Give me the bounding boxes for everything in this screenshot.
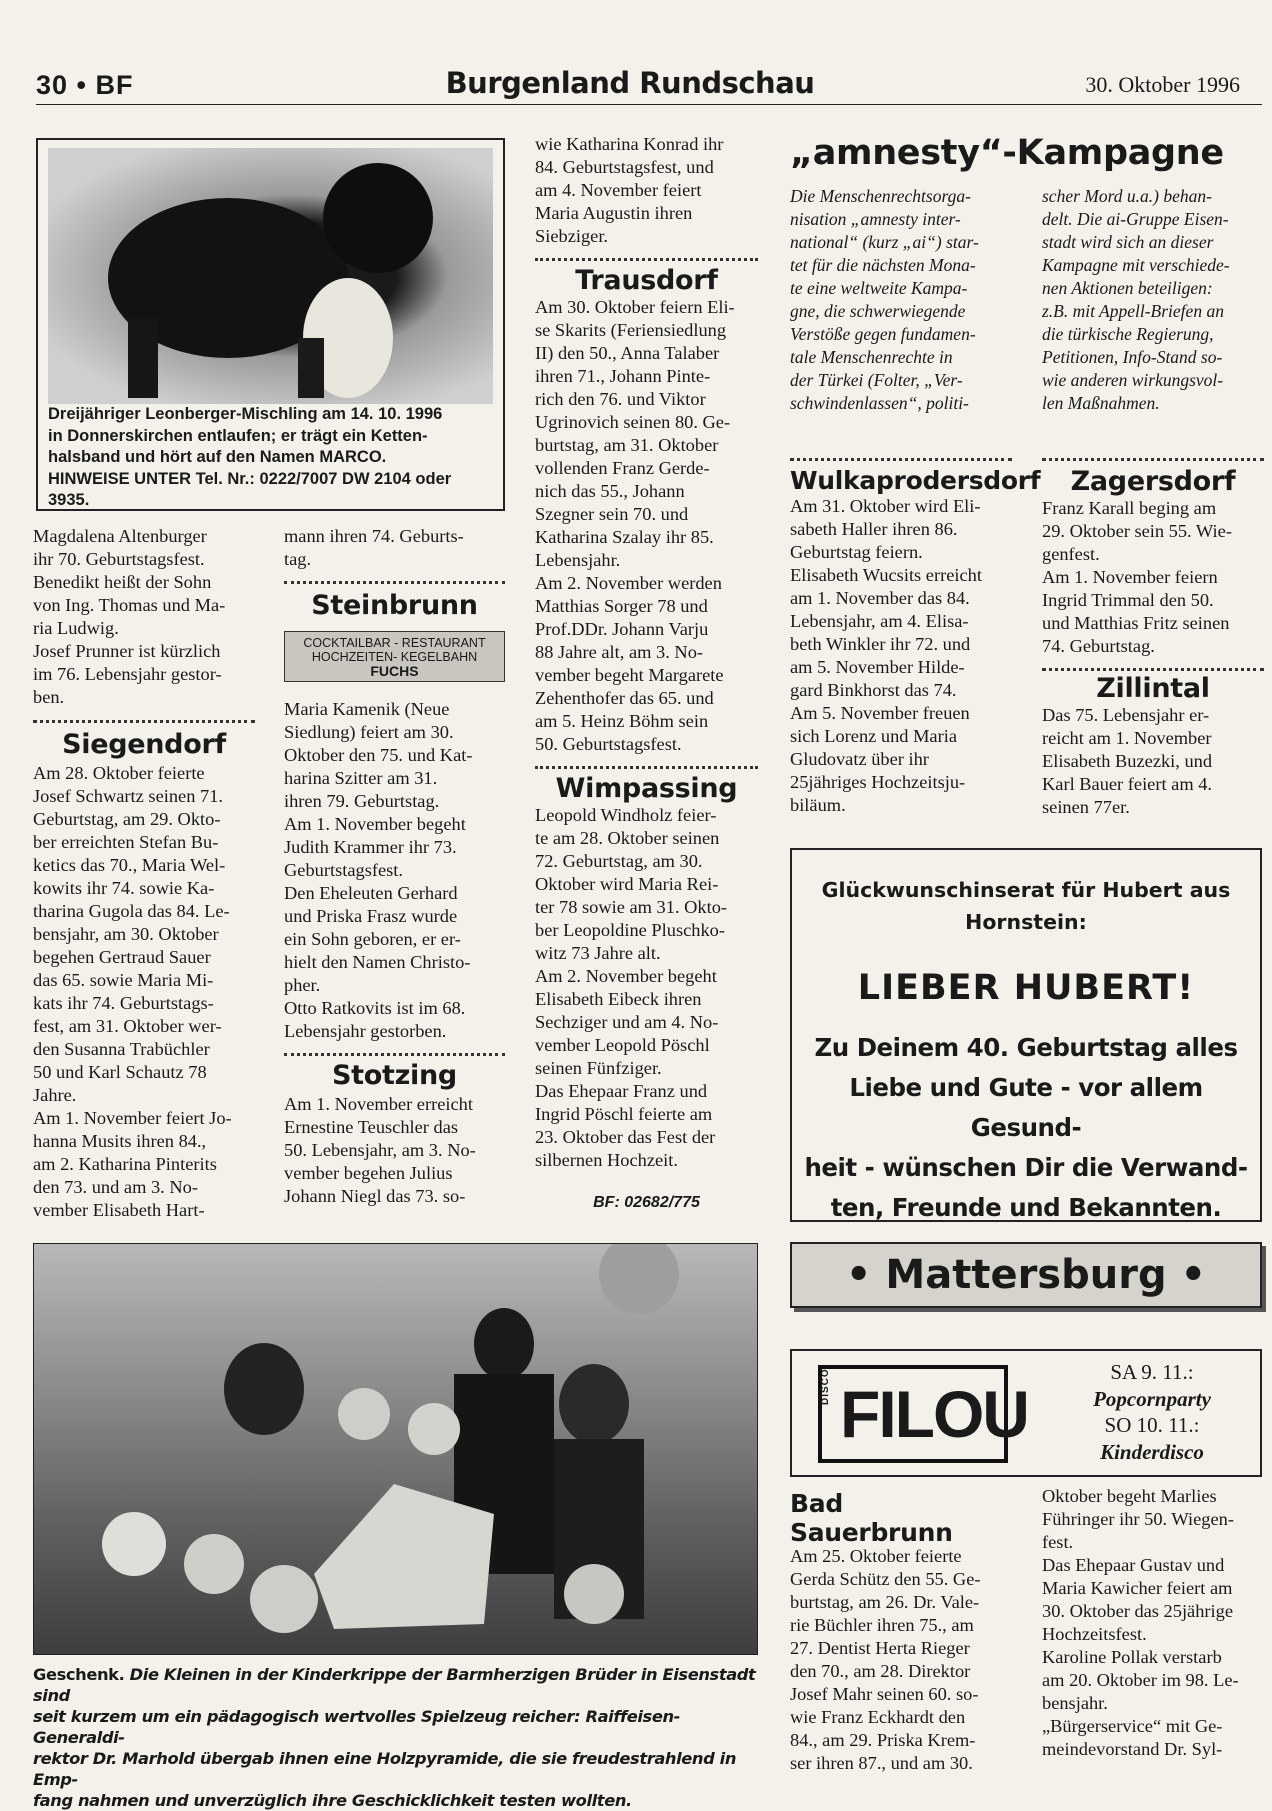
steinbrunn-text: Maria Kamenik (Neue Siedlung) feiert am 30. Oktober den 75. und Kat- harina Szitter am 31. ihren 79. Geburtstag. Am 1. November begeht Judith Krammer ihr 73. Geburtstagsfest. Den Eheleuten Gerhard und Priska Frasz wurde ein Sohn geboren, er er- hielt den Namen Christo- pher. Otto Ratkovits ist im 68. Lebensjahr gestorben.: [284, 699, 473, 1041]
divider: [790, 458, 1012, 461]
siegendorf-text: Am 28. Oktober feierte Josef Schwartz seinen 71. Geburtstag, am 29. Okto- ber erreichten Stefan Bu- ketics das 70., Maria Wel- kowits ihr 74. sowie Ka- tharina Gugola das 84. Le- bensjahr, am 30. Oktober begehen Gertraud Sauer das 65. sowie Maria Mi- kats ihr 74. Geburtstags- fest, am 31. Oktober wer- den Susanna Trabüchler 50 und Karl Schautz 78 Jahre. Am 1. November feiert Jo- hanna Musits ihren 84., am 2. Katharina Pinterits den 73. und am 3. No- vember Elisabeth Hart-: [33, 763, 232, 1220]
section-title-siegendorf: Siegendorf: [62, 729, 226, 760]
lost-dog-box: [36, 138, 505, 511]
kindergarten-caption: Geschenk. Die Kleinen in der Kinderkrippe der Barmherzigen Brüder in Eisenstadt sind seit kurzem um ein pädagogisch wertvolles Spielzeug reicher: Raiffeisen-Generaldi- rektor Dr. Marhold übergab ihnen eine Holzpyramide, die sie freudestrahlend in Emp- fang nahmen und unverzüglich ihre Geschicklichkeit testen wollten.: [33, 1665, 756, 1810]
kindergarten-photo: [33, 1243, 758, 1655]
wimpassing-text: Leopold Windholz feier- te am 28. Oktober seinen 72. Geburtstag, am 30. Oktober wird Maria Rei- ter 78 sowie am 31. Okto- ber Leopoldine Pluschko- witz 73 Jahre alt. Am 2. November begeht Elisabeth Eibeck ihren Sechziger und am 4. No- vember Leopold Pöschl seinen Fünfziger. Das Ehepaar Franz und Ingrid Pöschl feierte am 23. Oktober das Fest der silbernen Hochzeit.: [535, 805, 728, 1170]
filou-logo: [818, 1365, 1028, 1463]
col1-paragraph: Magdalena Altenburger ihr 70. Geburtstagsfest. Benedikt heißt der Sohn von Ing. Thomas und Ma- ria Ludwig. Josef Prunner ist kürzlich im 76. Lebensjahr gestor- ben.: [33, 526, 226, 707]
column-4-bottom: [790, 1489, 1012, 1775]
divider: [535, 258, 758, 261]
section-title-zagersdorf: Zagersdorf: [1070, 466, 1236, 497]
divider: [1042, 458, 1264, 461]
filou-logo-text: FILOU: [840, 1377, 1028, 1451]
hubert-ad: [790, 848, 1262, 1222]
divider: [284, 581, 505, 584]
section-title-wimpassing: Wimpassing: [555, 773, 738, 804]
photo-scene: [34, 1244, 756, 1654]
column-5: [1042, 458, 1264, 819]
trausdorf-text: Am 30. Oktober feiern Eli- se Skarits (Feriensiedlung II) den 50., Anna Talaber ihren 71., Johann Pinte- rich den 76. und Viktor Ugrinovich seinen 80. Ge- burtstag, am 31. Oktober vollenden Franz Gerde- nich das 55., Johann Szegner sein 70. und Katharina Szalay ihr 85. Lebensjahr. Am 2. November werden Matthias Sorger 78 und Prof.DDr. Johann Varju 88 Jahre alt, am 3. No- vember begeht Margarete Zehenthofer das 65. und am 5. Heinz Böhm sein 50. Geburtstagsfest.: [535, 297, 735, 754]
col3-paragraph: wie Katharina Konrad ihr 84. Geburtstagsfest, und am 4. November feiert Maria Augustin ihren Siebziger.: [535, 134, 724, 246]
hubert-body: Zu Deinem 40. Geburtstag alles Liebe und Gute - vor allem Gesund- heit - wünschen Dir die Verwand- ten, Freunde und Bekannten.: [804, 1033, 1248, 1222]
mattersburg-banner: • Mattersburg •: [790, 1242, 1262, 1308]
amnesty-right: scher Mord u.a.) behan- delt. Die ai-Gruppe Eisen- stadt wird sich an dieser Kampagne mit verschiede- nen Aktionen beteiligen: z.B. mit Appell-Briefen an die türkische Regierung, Petitionen, Info-Stand so- wie anderen wirkungsvol- len Maßnahmen.: [1042, 186, 1230, 413]
divider: [535, 766, 758, 769]
section-title-zillintal: Zillintal: [1096, 673, 1210, 704]
section-title-stotzing: Stotzing: [332, 1060, 457, 1091]
divider: [33, 720, 255, 723]
divider: [284, 1053, 505, 1056]
bad-sauerbrunn-text: Am 25. Oktober feierte Gerda Schütz den 55. Ge- burtstag, am 26. Dr. Vale- rie Büchler ihren 75., am 27. Dentist Herta Rieger den 70., am 28. Direktor Josef Mahr seinen 60. so- wie Franz Eckhardt den 84., am 29. Priska Krem- ser ihren 87., und am 30.: [790, 1546, 981, 1773]
section-title-wulkaprodersdorf: Wulkaprodersdorf: [790, 466, 1041, 495]
hubert-intro: Glückwunschinserat für Hubert aus Hornstein:: [821, 878, 1231, 934]
filou-ad: [790, 1349, 1262, 1477]
caption-bold: Geschenk.: [33, 1665, 125, 1684]
zillintal-text: Das 75. Lebensjahr er- reicht am 1. November Elisabeth Buzezki, und Karl Bauer feiert am 4. seinen 77er.: [1042, 705, 1213, 817]
wulkaprodersdorf-text: Am 31. Oktober wird Eli- sabeth Haller ihren 86. Geburtstag feiern. Elisabeth Wucsits erreicht am 1. November das 84. Lebensjahr, am 4. Elisa- beth Winkler ihr 72. und am 5. November Hilde- gard Binkhorst das 74. Am 5. November freuen sich Lorenz und Maria Gludovatz über ihr 25jähriges Hochzeitsju- biläum.: [790, 496, 982, 815]
column-3: [535, 133, 758, 1212]
column-4: [790, 458, 1041, 817]
dog-silhouette: [48, 148, 493, 404]
section-title-trausdorf: Trausdorf: [575, 265, 718, 296]
masthead: Burgenland Rundschau: [445, 66, 815, 100]
zagersdorf-text: Franz Karall beging am 29. Oktober sein 55. Wie- genfest. Am 1. November feiern Ingrid Trimmal den 50. und Matthias Fritz seinen 74. Geburtstag.: [1042, 498, 1232, 656]
filou-schedule: SA 9. 11.: Popcornparty SO 10. 11.: Kinderdisco: [1093, 1360, 1211, 1464]
hubert-headline: LIEBER HUBERT!: [857, 968, 1195, 1008]
fuchs-ad: COCKTAILBAR - RESTAURANT HOCHZEITEN- KEGELBAHN FUCHS: [284, 631, 505, 682]
byline: BF: 02682/775: [593, 1194, 700, 1211]
stotzing-text: Am 1. November erreicht Ernestine Teuschler das 50. Lebensjahr, am 3. No- vember begehen Julius Johann Niegl das 73. so-: [284, 1094, 476, 1206]
issue-date: 30. Oktober 1996: [1085, 72, 1240, 97]
header-rule: [36, 104, 1262, 105]
amnesty-title: „amnesty“-Kampagne: [790, 133, 1224, 173]
dog-caption: Dreijähriger Leonberger-Mischling am 14. 10. 1996 in Donnerskirchen entlaufen; er trägt ein Ketten- halsband und hört auf den Namen MARCO. HINWEISE UNTER Tel. Nr.: 0222/7007 DW 2104 oder 3935.: [48, 405, 452, 509]
column-1: [33, 525, 255, 1222]
divider: [1042, 668, 1264, 671]
column-5-bottom: Oktober begeht Marlies Führinger ihr 50. Wiegen- fest. Das Ehepaar Gustav und Maria Kawicher feiert am 30. Oktober das 25jährige Hochzeitsfest. Karoline Pollak verstarb am 20. Oktober im 98. Le- bensjahr. „Bürgerservice“ mit Ge- meindevorstand Dr. Syl-: [1042, 1486, 1239, 1759]
section-title-steinbrunn: Steinbrunn: [311, 590, 478, 621]
amnesty-left: Die Menschenrechtsorga- nisation „amnesty inter- national“ (kurz „ai“) star- tet für die nächsten Mona- te eine weltweite Kampa- gne, die schwerwiegende Verstöße gegen fundamen- tale Menschenrechte in der Türkei (Folter, „Ver- schwindenlassen“, politi-: [790, 186, 979, 413]
col2-paragraph: mann ihren 74. Geburts- tag.: [284, 526, 464, 569]
section-title-bad-sauerbrunn: Bad Sauerbrunn: [790, 1489, 953, 1547]
disco-label: DISCO: [820, 1368, 831, 1405]
column-2: [284, 525, 505, 1208]
page-label: 30 • BF: [36, 70, 134, 100]
dog-photo: [48, 148, 493, 404]
